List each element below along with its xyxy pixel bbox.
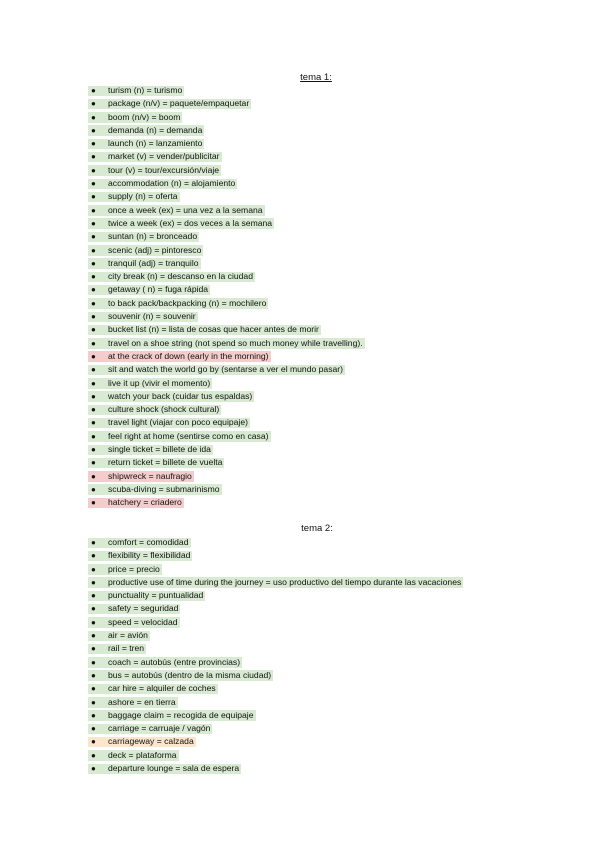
list-item	[0, 244, 600, 257]
bullet-icon: ●	[91, 205, 96, 215]
list-item-text: tour (v) = tour/excursión/viaje	[108, 164, 220, 175]
list-item	[0, 642, 600, 655]
list-item-text: safety = seguridad	[108, 603, 179, 614]
bullet-icon: ●	[91, 498, 96, 508]
list-item	[0, 337, 600, 350]
list-item	[0, 735, 600, 748]
list-item	[0, 722, 600, 735]
list-item-text: bucket list (n) = lista de cosas que hacer antes de morir	[108, 324, 319, 335]
bullet-icon: ●	[91, 684, 96, 694]
bullet-icon: ●	[91, 192, 96, 202]
bullet-icon: ●	[91, 737, 96, 747]
bullet-icon: ●	[91, 365, 96, 375]
vocab-list-tema-1	[0, 84, 600, 510]
bullet-icon: ●	[91, 139, 96, 149]
list-item-text: turism (n) = turismo	[108, 85, 183, 95]
list-item	[0, 549, 600, 562]
list-item-text: twice a week (ex) = dos veces a la semana	[108, 217, 273, 228]
list-item-text: price = precio	[108, 563, 160, 574]
bullet-icon: ●	[91, 405, 96, 415]
list-item-text: rail = tren	[108, 643, 145, 654]
bullet-icon: ●	[91, 351, 96, 361]
list-item	[0, 257, 600, 270]
list-item	[0, 589, 600, 602]
list-item-text: scuba-diving = submarinismo	[108, 483, 220, 494]
list-item-text: getaway ( n) = fuga rápida	[108, 284, 209, 295]
list-item-text: souvenir (n) = souvenir	[108, 311, 196, 322]
list-item	[0, 456, 600, 469]
list-item	[0, 416, 600, 429]
list-item-text: city break (n) = descanso en la ciudad	[108, 271, 253, 282]
list-item-text: coach = autobús (entre provincias)	[108, 656, 241, 667]
list-item	[0, 377, 600, 390]
list-item	[0, 297, 600, 310]
bullet-icon: ●	[91, 538, 96, 547]
list-item-text: to back pack/backpacking (n) = mochilero	[108, 297, 267, 308]
list-item-text: single ticket = billete de ida	[108, 444, 211, 455]
list-item	[0, 217, 600, 230]
list-item-text: culture shock (shock cultural)	[108, 404, 220, 415]
list-item-text: accommodation (n) = alojamiento	[108, 178, 236, 189]
list-item-text: live it up (vivir el momento)	[108, 377, 211, 388]
bullet-icon: ●	[91, 165, 96, 175]
list-item	[0, 696, 600, 709]
section-title: tema 1:	[300, 72, 332, 83]
list-item-text: market (v) = vender/publicitar	[108, 151, 220, 162]
list-item	[0, 709, 600, 722]
list-item-text: car hire = alquiler de coches	[108, 683, 216, 694]
section-title: tema 2:	[301, 523, 333, 534]
bullet-icon: ●	[91, 86, 96, 95]
list-item-text: comfort = comodidad	[108, 537, 189, 547]
list-item-text: productive use of time during the journey = uso productivo del tiempo durante las vacaciones	[108, 576, 462, 587]
bullet-icon: ●	[91, 312, 96, 322]
list-item	[0, 270, 600, 283]
list-item-text: scenic (adj) = pintoresco	[108, 244, 202, 255]
list-item	[0, 762, 600, 775]
list-item-text: tranquil (adj) = tranquilo	[108, 257, 199, 268]
list-item-text: boom (n/v) = boom	[108, 111, 181, 122]
bullet-icon: ●	[91, 564, 96, 574]
list-item	[0, 656, 600, 669]
bullet-icon: ●	[91, 617, 96, 627]
bullet-icon: ●	[91, 112, 96, 122]
list-item	[0, 323, 600, 336]
list-item-text: feel right at home (sentirse como en casa)	[108, 430, 269, 441]
list-item-text: hatchery = criadero	[108, 497, 182, 508]
bullet-icon: ●	[91, 285, 96, 295]
bullet-icon: ●	[91, 338, 96, 348]
bullet-icon: ●	[91, 710, 96, 720]
bullet-icon: ●	[91, 591, 96, 601]
bullet-icon: ●	[91, 670, 96, 680]
list-item-text: baggage claim = recogida de equipaje	[108, 709, 254, 720]
bullet-icon: ●	[91, 298, 96, 308]
list-item-text: supply (n) = oferta	[108, 191, 178, 202]
list-item-text: once a week (ex) = una vez a la semana	[108, 204, 263, 215]
bullet-icon: ●	[91, 644, 96, 654]
list-item	[0, 164, 600, 177]
bullet-icon: ●	[91, 471, 96, 481]
list-item	[0, 204, 600, 217]
list-item-text: ashore = en tierra	[108, 696, 176, 707]
list-item	[0, 470, 600, 483]
bullet-icon: ●	[91, 258, 96, 268]
list-item	[0, 496, 600, 509]
list-item	[0, 390, 600, 403]
bullet-icon: ●	[91, 125, 96, 135]
list-item	[0, 310, 600, 323]
list-item-text: speed = velocidad	[108, 616, 178, 627]
list-item-text: watch your back (cuidar tus espaldas)	[108, 390, 253, 401]
list-item	[0, 350, 600, 363]
list-item	[0, 576, 600, 589]
bullet-icon: ●	[91, 577, 96, 587]
list-item-text: at the crack of down (early in the morning)	[108, 350, 269, 361]
list-item-text: shipwreck = naufragio	[108, 470, 192, 481]
list-item	[0, 403, 600, 416]
bullet-icon: ●	[91, 431, 96, 441]
section-heading-tema-2	[0, 523, 600, 535]
bullet-icon: ●	[91, 458, 96, 468]
bullet-icon: ●	[91, 657, 96, 667]
list-item	[0, 150, 600, 163]
list-item-text: punctuality = puntualidad	[108, 590, 204, 601]
list-item	[0, 363, 600, 376]
list-item-text: demanda (n) = demanda	[108, 124, 203, 135]
list-item-text: sit and watch the world go by (sentarse a ver el mundo pasar)	[108, 364, 344, 375]
list-item	[0, 283, 600, 296]
bullet-icon: ●	[91, 391, 96, 401]
list-item-text: carriageway = calzada	[108, 736, 194, 747]
list-item	[0, 190, 600, 203]
list-item	[0, 682, 600, 695]
list-item-text: deck = plataforma	[108, 749, 177, 760]
list-item-text: air = avión	[108, 630, 148, 641]
list-item	[0, 177, 600, 190]
list-item-text: departure lounge = sala de espera	[108, 763, 240, 774]
list-item-text: bus = autobús (dentro de la misma ciudad)	[108, 669, 272, 680]
list-item	[0, 749, 600, 762]
list-item-text: package (n/v) = paquete/empaquetar	[108, 98, 250, 109]
bullet-icon: ●	[91, 631, 96, 641]
vocab-list-tema-2	[0, 536, 600, 775]
list-item-text: launch (n) = lanzamiento	[108, 138, 203, 149]
bullet-icon: ●	[91, 152, 96, 162]
bullet-icon: ●	[91, 378, 96, 388]
list-item	[0, 443, 600, 456]
list-item	[0, 616, 600, 629]
list-item	[0, 84, 600, 97]
section-heading-tema-1	[0, 72, 600, 84]
list-item	[0, 602, 600, 615]
list-item	[0, 97, 600, 110]
bullet-icon: ●	[91, 99, 96, 109]
bullet-icon: ●	[91, 445, 96, 455]
bullet-icon: ●	[91, 179, 96, 189]
list-item	[0, 563, 600, 576]
list-item	[0, 629, 600, 642]
bullet-icon: ●	[91, 551, 96, 561]
list-item	[0, 430, 600, 443]
list-item	[0, 483, 600, 496]
bullet-icon: ●	[91, 218, 96, 228]
bullet-icon: ●	[91, 272, 96, 282]
list-item-text: travel on a shoe string (not spend so much money while travelling).	[108, 337, 363, 348]
bullet-icon: ●	[91, 750, 96, 760]
list-item	[0, 111, 600, 124]
list-item-text: travel light (viajar con poco equipaje)	[108, 417, 248, 428]
list-item	[0, 536, 600, 549]
list-item-text: suntan (n) = bronceado	[108, 231, 198, 242]
bullet-icon: ●	[91, 764, 96, 774]
bullet-icon: ●	[91, 245, 96, 255]
list-item-text: carriage = carruaje / vagón	[108, 723, 211, 734]
bullet-icon: ●	[91, 418, 96, 428]
list-item	[0, 230, 600, 243]
bullet-icon: ●	[91, 697, 96, 707]
bullet-icon: ●	[91, 325, 96, 335]
list-item-text: flexibility = flexibilidad	[108, 550, 191, 561]
bullet-icon: ●	[91, 604, 96, 614]
list-item	[0, 137, 600, 150]
bullet-icon: ●	[91, 484, 96, 494]
list-item	[0, 669, 600, 682]
list-item	[0, 124, 600, 137]
bullet-icon: ●	[91, 232, 96, 242]
bullet-icon: ●	[91, 724, 96, 734]
list-item-text: return ticket = billete de vuelta	[108, 457, 223, 468]
